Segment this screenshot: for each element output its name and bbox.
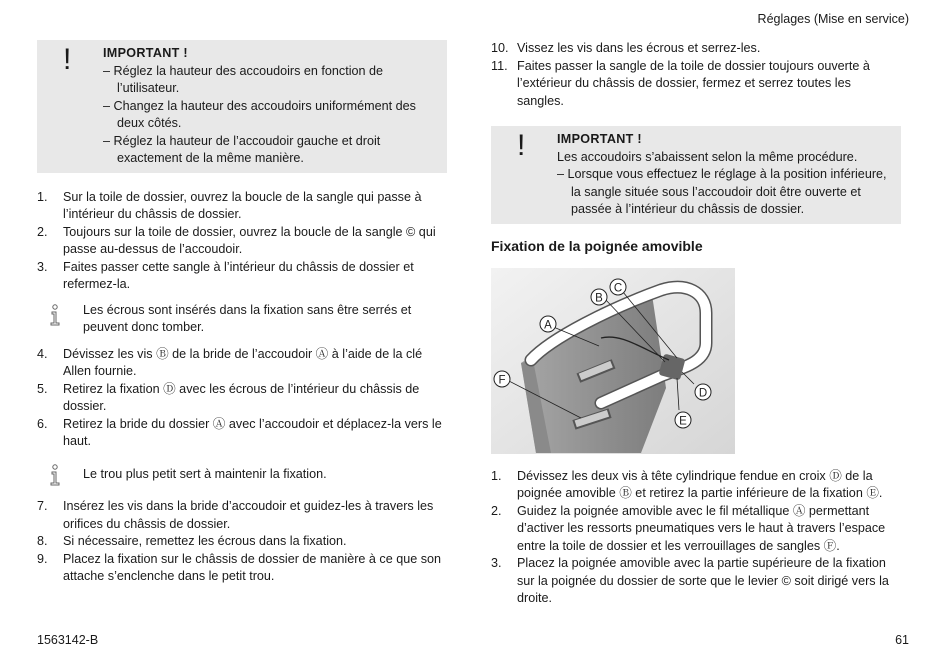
important-item: – Réglez la hauteur de l’accoudoir gauche et droit exactement de la même manière. xyxy=(103,133,381,165)
list-item: 2. Guidez la poignée amovible avec le fil métallique Ⓐ permettant d’activer les ressorts pneumatiques vers le haut à travers l’espace entre la toile de dossier et les verrouillages de sangles Ⓕ. xyxy=(491,503,886,553)
steps-list xyxy=(37,189,447,294)
callout-a xyxy=(540,316,556,332)
running-header: Réglages (Mise en service) xyxy=(757,12,909,26)
important-title: IMPORTANT ! xyxy=(557,132,642,146)
exclamation-icon: ! xyxy=(63,43,72,76)
note xyxy=(37,466,447,484)
callout-c xyxy=(610,279,626,295)
svg-text:E: E xyxy=(679,415,687,427)
note-text: Les écrous sont insérés dans la fixation sans être serrés et peuvent donc tomber. xyxy=(83,302,412,334)
list-item: 9. Placez la fixation sur le châssis de dossier de manière à ce que son attache s’enclenche dans le petit trou. xyxy=(37,551,442,583)
note-text: Le trou plus petit sert à maintenir la fixation. xyxy=(83,466,327,481)
info-icon xyxy=(37,466,83,484)
callout-d xyxy=(695,384,711,400)
right-column xyxy=(491,40,901,608)
section-heading: Fixation de la poignée amovible xyxy=(491,237,703,254)
list-item: 10. Vissez les vis dans les écrous et serrez-les. xyxy=(491,41,761,55)
list-item: 8. Si nécessaire, remettez les écrous dans la fixation. xyxy=(37,534,347,548)
list-item: 2. Toujours sur la toile de dossier, ouvrez la boucle de la sangle © qui passe au-dessus de l’accoudoir. xyxy=(37,224,436,256)
exclamation-icon: ! xyxy=(517,129,526,162)
list-item: 3. Placez la poignée amovible avec la partie supérieure de la fixation sur la poignée du dossier de sorte que le levier © soit dirigé vers la droite. xyxy=(491,556,889,605)
page-number: 61 xyxy=(895,633,909,647)
list-item: 5. Retirez la fixation Ⓓ avec les écrous de l’intérieur du châssis de dossier. xyxy=(37,381,420,413)
note xyxy=(37,302,447,337)
list-item: 6. Retirez la bride du dossier Ⓐ avec l’accoudoir et déplacez-la vers le haut. xyxy=(37,416,442,448)
list-item: 1. Dévissez les deux vis à tête cylindrique fendue en croix Ⓓ de la poignée amovible Ⓑ et retirez la partie inférieure de la fixation Ⓔ. xyxy=(491,468,883,500)
callout-f xyxy=(494,371,510,387)
important-item: – Lorsque vous effectuez le réglage à la position inférieure, la sangle située sous l’accoudoir doit être ouverte et passée à l’intérieur du châssis de dossier. xyxy=(557,167,887,216)
callout-e xyxy=(675,412,691,428)
document-number: 1563142-B xyxy=(37,633,99,647)
svg-text:B: B xyxy=(595,292,603,304)
svg-text:A: A xyxy=(544,319,552,331)
important-item: – Changez la hauteur des accoudoirs uniformément des deux côtés. xyxy=(103,98,416,130)
list-item: 11. Faites passer la sangle de la toile de dossier toujours ouverte à l’extérieur du châssis de dossier, fermez et serrez toutes les sangles. xyxy=(491,58,870,108)
important-title: IMPORTANT ! xyxy=(103,46,188,60)
handle-illustration xyxy=(491,268,735,454)
list-item: 3. Faites passer cette sangle à l’intérieur du châssis de dossier et refermez-la. xyxy=(37,259,414,291)
callout-b xyxy=(591,289,607,305)
important-line: Les accoudoirs s’abaissent selon la même procédure. xyxy=(557,149,858,164)
steps-list xyxy=(491,468,901,608)
important-item: – Réglez la hauteur des accoudoirs en fonction de l’utilisateur. xyxy=(103,63,384,95)
list-item: 4. Dévissez les vis Ⓑ de la bride de l’accoudoir Ⓐ à l’aide de la clé Allen fournie. xyxy=(37,346,423,378)
left-column xyxy=(37,40,447,586)
steps-list xyxy=(37,346,447,451)
svg-text:F: F xyxy=(498,374,506,386)
list-item: 7. Insérez les vis dans la bride d’accoudoir et guidez-les à travers les orifices du châssis de dossier. xyxy=(37,499,434,531)
important-box-right xyxy=(491,126,901,224)
steps-list xyxy=(37,498,447,586)
wheelchair-back-diagram xyxy=(491,268,735,454)
info-icon xyxy=(37,302,83,337)
svg-text:D: D xyxy=(698,387,708,399)
list-item: 1. Sur la toile de dossier, ouvrez la boucle de la sangle qui passe à l’intérieur du châssis de dossier. xyxy=(37,189,422,221)
svg-text:C: C xyxy=(613,282,623,294)
steps-list xyxy=(491,40,901,110)
important-box-left xyxy=(37,40,447,173)
